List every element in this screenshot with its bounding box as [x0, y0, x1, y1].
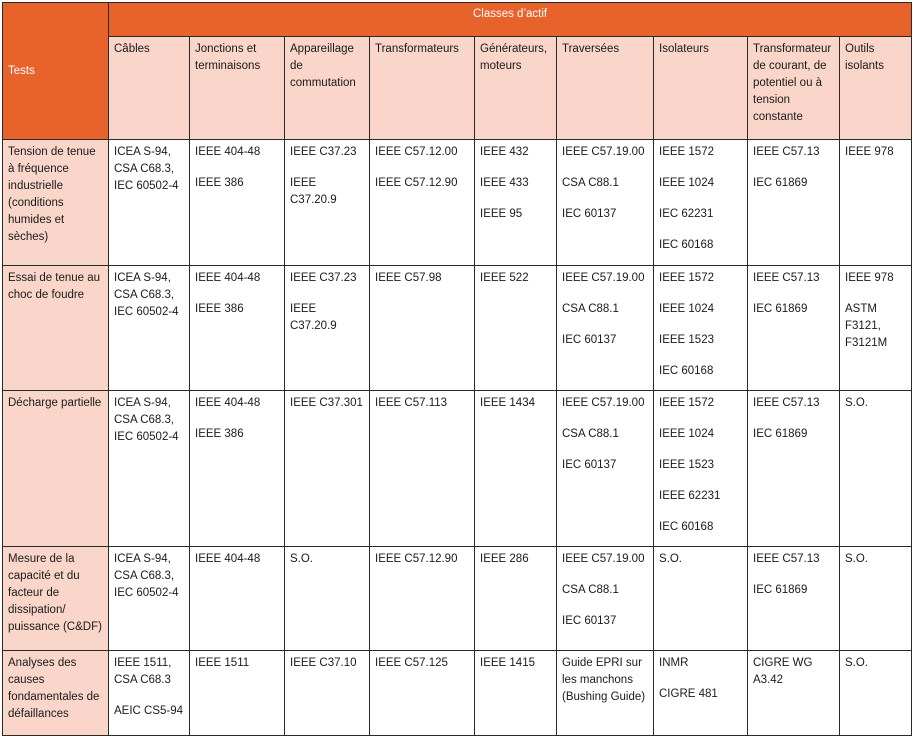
standard-entry: IEEE C57.19.00	[562, 397, 645, 409]
standard-cell	[370, 266, 475, 391]
standard-entry: IEC 62231	[659, 208, 714, 220]
standard-entry: IEEE 404-48	[195, 272, 261, 284]
column-header: Transformateur de courant, de potentiel ou à tension constante	[748, 37, 840, 140]
standard-cell	[370, 140, 475, 266]
standard-entry: IEEE C57.98	[375, 272, 442, 284]
asset-classes-header: Classes d’actif	[109, 3, 912, 37]
standard-entry: IEC 60137	[562, 615, 617, 627]
standard-entry: S.O.	[845, 553, 869, 565]
standard-entry: S.O.	[845, 657, 869, 669]
standard-cell	[109, 140, 190, 266]
standard-entry: IEEE 404-48	[195, 397, 261, 409]
standard-cell	[748, 651, 840, 736]
standard-entry: IEEE 404-48	[195, 146, 261, 158]
standard-cell	[370, 391, 475, 547]
standard-entry: IEC 61869	[753, 428, 808, 440]
standard-entry: IEEE C57.125	[375, 657, 448, 669]
standard-entry: IEEE 386	[195, 428, 244, 440]
table-row	[3, 266, 912, 391]
standard-entry: ICEA S-94, CSA C68.3, IEC 60502-4	[114, 397, 179, 443]
standard-entry: IEEE C57.12.90	[375, 177, 458, 189]
column-header: Transformateurs	[370, 37, 475, 140]
standard-entry: IEEE C57.19.00	[562, 553, 645, 565]
test-name-cell: Essai de tenue au choc de foudre	[3, 266, 109, 391]
standard-cell	[840, 547, 912, 651]
standard-cell	[109, 651, 190, 736]
standard-entry: IEEE 386	[195, 177, 244, 189]
standard-entry: IEEE 1572	[659, 146, 714, 158]
test-name-cell: Décharge partielle	[3, 391, 109, 547]
column-header: Générateurs, moteurs	[475, 37, 557, 140]
standard-entry: IEC 61869	[753, 303, 808, 315]
standard-cell	[840, 140, 912, 266]
standard-cell	[557, 651, 654, 736]
standard-cell	[109, 547, 190, 651]
standard-cell	[840, 651, 912, 736]
standard-entry: CSA C88.1	[562, 428, 619, 440]
standard-entry: ASTM F3121, F3121M	[845, 303, 888, 349]
standard-entry: IEEE 1511, CSA C68.3	[114, 657, 172, 686]
column-header: Appareillage de commutation	[285, 37, 370, 140]
standard-cell	[190, 140, 285, 266]
standard-entry: IEEE 62231	[659, 490, 721, 502]
standard-cell	[190, 266, 285, 391]
test-name-cell: Analyses des causes fondamentales de défaillances	[3, 651, 109, 736]
standard-entry: IEEE C37.20.9	[290, 303, 337, 332]
standard-entry: IEEE 95	[480, 208, 523, 220]
standard-cell	[285, 391, 370, 547]
table-row	[3, 651, 912, 736]
standard-entry: IEC 61869	[753, 584, 808, 596]
standard-entry: IEEE 1511	[195, 657, 250, 669]
standard-entry: IEEE C37.20.9	[290, 177, 337, 206]
standard-cell	[370, 651, 475, 736]
standard-cell	[475, 651, 557, 736]
standard-entry: IEC 60137	[562, 208, 617, 220]
standard-cell	[557, 140, 654, 266]
standard-cell	[475, 140, 557, 266]
column-header: Câbles	[109, 37, 190, 140]
standard-entry: S.O.	[845, 397, 869, 409]
standard-entry: CSA C88.1	[562, 303, 619, 315]
standard-entry: IEEE C57.13	[753, 272, 820, 284]
standard-entry: IEEE C37.23	[290, 272, 357, 284]
standard-cell	[370, 547, 475, 651]
table-row	[3, 391, 912, 547]
standard-entry: IEC 60168	[659, 365, 714, 377]
standard-entry: CSA C88.1	[562, 177, 619, 189]
standard-entry: IEEE C57.13	[753, 146, 820, 158]
standard-entry: IEEE C57.113	[375, 397, 448, 409]
standard-cell	[285, 140, 370, 266]
header-row-columns	[3, 37, 912, 140]
standard-entry: IEEE 386	[195, 303, 244, 315]
standard-entry: ICEA S-94, CSA C68.3, IEC 60502-4	[114, 553, 179, 599]
standard-cell	[475, 391, 557, 547]
standard-entry: IEEE 522	[480, 272, 529, 284]
standard-cell	[748, 547, 840, 651]
standard-cell	[109, 266, 190, 391]
column-header: Jonctions et terminaisons	[190, 37, 285, 140]
column-header: Traversées	[557, 37, 654, 140]
standard-entry: IEEE 432	[480, 146, 529, 158]
standard-entry: CIGRE 481	[659, 688, 718, 700]
standard-entry: IEEE C57.12.90	[375, 553, 458, 565]
standard-cell	[475, 266, 557, 391]
standard-entry: IEEE C57.13	[753, 397, 820, 409]
test-name-cell: Tension de tenue à fréquence industrielle (conditions humides et sèches)	[3, 140, 109, 266]
standard-cell	[840, 266, 912, 391]
standard-entry: IEEE C57.19.00	[562, 146, 645, 158]
standard-entry: AEIC CS5-94	[114, 705, 184, 717]
standard-cell	[109, 391, 190, 547]
standard-entry: IEEE C37.23	[290, 146, 357, 158]
standard-cell	[840, 391, 912, 547]
standard-entry: IEEE 404-48	[195, 553, 261, 565]
standard-entry: ICEA S-94, CSA C68.3, IEC 60502-4	[114, 146, 179, 192]
header-row-top	[3, 3, 912, 37]
standard-entry: IEEE 1024	[659, 177, 714, 189]
standard-cell	[748, 391, 840, 547]
standard-entry: CIGRE WG A3.42	[753, 657, 813, 686]
standard-entry: INMR	[659, 657, 689, 669]
column-header: Outils isolants	[840, 37, 912, 140]
standard-cell	[557, 266, 654, 391]
standard-cell	[748, 266, 840, 391]
standard-entry: ICEA S-94, CSA C68.3, IEC 60502-4	[114, 272, 179, 318]
standard-entry: IEEE 1523	[659, 459, 714, 471]
standard-entry: IEC 60168	[659, 239, 714, 251]
standard-entry: IEEE 1415	[480, 657, 535, 669]
standard-entry: IEEE 286	[480, 553, 529, 565]
standard-entry: IEC 60168	[659, 521, 714, 533]
standard-cell	[557, 391, 654, 547]
standard-entry: S.O.	[290, 553, 314, 565]
standard-cell	[190, 547, 285, 651]
standard-entry: IEEE 1572	[659, 397, 714, 409]
standard-entry: IEEE 1523	[659, 334, 714, 346]
standard-entry: IEEE C57.12.00	[375, 146, 458, 158]
standard-cell	[190, 651, 285, 736]
standard-entry: IEEE C57.19.00	[562, 272, 645, 284]
standard-cell	[285, 266, 370, 391]
standard-cell	[654, 140, 748, 266]
standard-entry: CSA C88.1	[562, 584, 619, 596]
standard-entry: IEEE 978	[845, 272, 894, 284]
table-row	[3, 140, 912, 266]
standard-entry: IEEE 1434	[480, 397, 535, 409]
standard-entry: IEEE C57.13	[753, 553, 820, 565]
standard-cell	[654, 651, 748, 736]
standard-cell	[654, 547, 748, 651]
standards-table	[2, 2, 912, 736]
standard-cell	[748, 140, 840, 266]
standard-cell	[654, 266, 748, 391]
standard-cell	[475, 547, 557, 651]
standard-entry: IEEE 1024	[659, 428, 714, 440]
test-name-cell: Mesure de la capacité et du facteur de dissipation/ puissance (C&DF)	[3, 547, 109, 651]
standard-cell	[190, 391, 285, 547]
standard-cell	[285, 651, 370, 736]
standard-cell	[557, 547, 654, 651]
standard-entry: IEC 60137	[562, 334, 617, 346]
standard-entry: IEEE 1024	[659, 303, 714, 315]
standard-entry: IEC 60137	[562, 459, 617, 471]
table-row	[3, 547, 912, 651]
standard-cell	[285, 547, 370, 651]
tests-header: Tests	[3, 3, 109, 140]
column-header: Isolateurs	[654, 37, 748, 140]
standard-entry: IEC 61869	[753, 177, 808, 189]
standard-entry: IEEE C37.10	[290, 657, 357, 669]
standard-entry: IEEE C37.301	[290, 397, 363, 409]
standard-entry: IEEE 1572	[659, 272, 714, 284]
standard-cell	[654, 391, 748, 547]
standard-entry: IEEE 978	[845, 146, 894, 158]
standard-entry: IEEE 433	[480, 177, 529, 189]
standard-entry: Guide EPRI sur les manchons (Bushing Guide)	[562, 657, 646, 703]
standard-entry: S.O.	[659, 553, 683, 565]
